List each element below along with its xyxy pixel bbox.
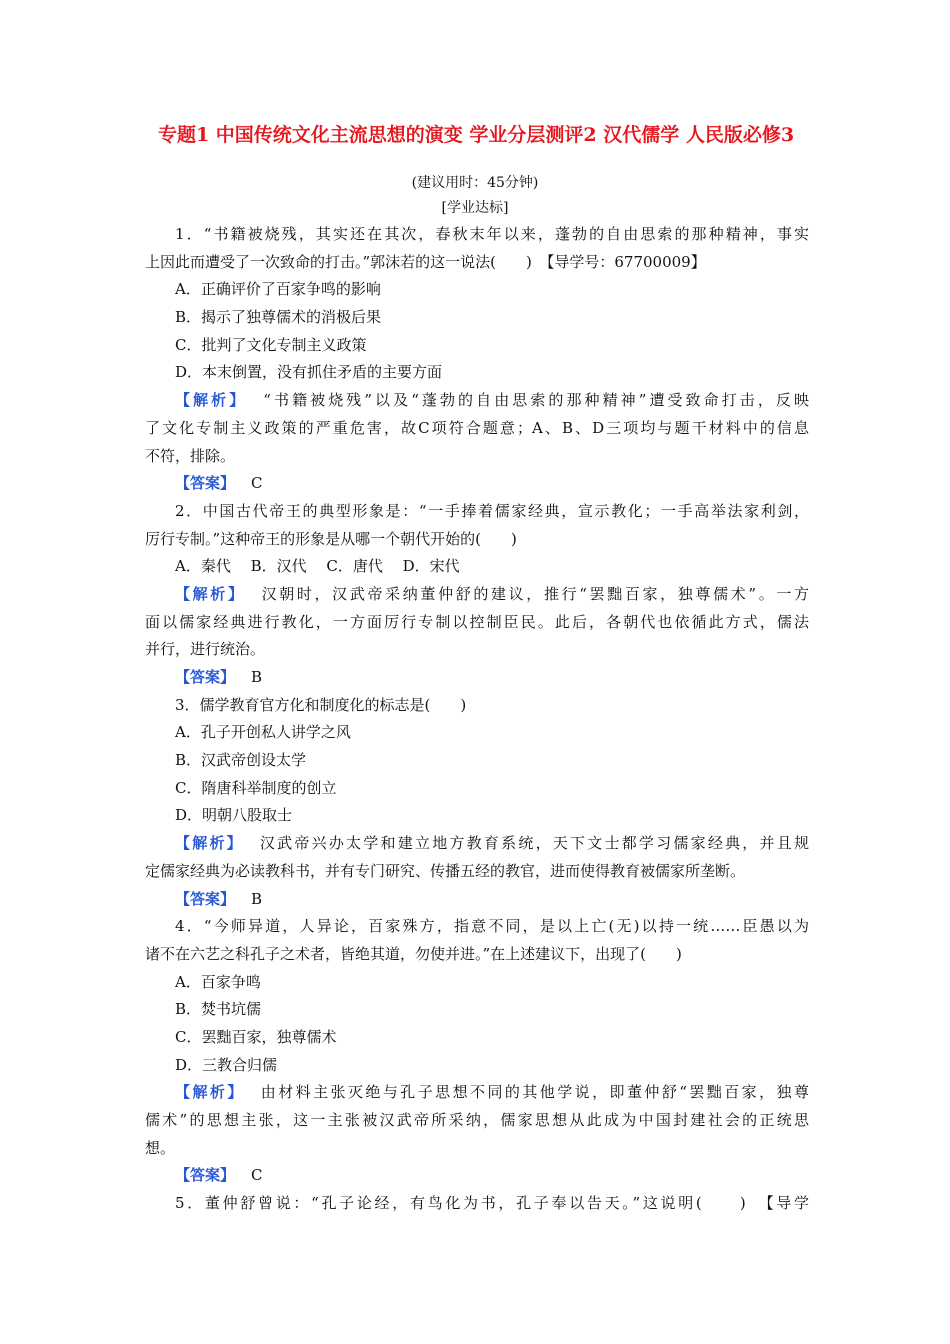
analysis-tag: 【解析】 [175,584,246,603]
option: C．罢黜百家，独尊儒术 [175,1027,337,1046]
answer-tag: 【答案】 [175,474,236,493]
analysis-line: 定儒家经典为必读教科书，并有专门研究、传播五经的教官，进而使得教育被儒家所垄断。 [145,861,746,880]
option: D．明朝八股取士 [175,806,293,825]
answer-tag: 【答案】 [175,889,236,908]
analysis-tag: 【解析】 [175,1083,245,1102]
answer-line [145,664,809,692]
analysis-line: 【解析】 汉朝时，汉武帝采纳董仲舒的建议，推行“罢黜百家，独尊儒术”。一方 [175,584,809,603]
time-suggestion: (建议用时：45分钟) [411,175,539,191]
option: A．孔子开创私人讲学之风 [175,723,351,742]
analysis-line: 并行，进行统治。 [145,640,266,659]
answer-value: C [251,1166,263,1185]
question-stem-line: 上因此而遭受了一次致命的打击。”郭沫若的这一说法( ) 【导学号：67700009】 [145,252,706,271]
analysis-line: 【解析】 由材料主张灭绝与孔子思想不同的其他学说，即董仲舒“罢黜百家，独尊 [175,1083,809,1102]
answer-tag: 【答案】 [175,668,236,686]
answer-tag: 【答案】 [175,1166,236,1185]
option: B．焚书坑儒 [175,1000,262,1019]
analysis-tag: 【解析】 [175,834,244,853]
option: B．揭示了独尊儒术的消极后果 [175,308,382,327]
option: C．隋唐科举制度的创立 [175,778,337,797]
question-list [145,221,809,1218]
option: A．百家争鸣 [175,972,261,991]
analysis-line: 想。 [145,1138,176,1157]
answer-value: C [251,474,263,493]
analysis-tag: 【解析】 [175,391,248,410]
analysis-line: 不符，排除。 [145,446,236,465]
question-stem-line: 4．“今师异道，人异论，百家殊方，指意不同，是以上亡(无)以持一统……臣愚以为 [175,917,809,936]
question-stem-line: 诸不在六艺之科孔子之术者，皆绝其道，勿使并进。”在上述建议下，出现了( ) [145,944,682,963]
answer-line [145,470,809,498]
section-heading: [学业达标] [441,200,509,216]
answer-line [145,886,809,914]
option: B．汉武帝创设太学 [175,751,307,770]
analysis-line: 面以儒家经典进行教化，一方面厉行专制以控制臣民。此后，各朝代也依循此方式，儒法 [145,612,809,631]
question-stem-line: 2．中国古代帝王的典型形象是：“一手捧着儒家经典，宣示教化；一手高举法家利剑， [175,501,809,520]
option: A．正确评价了百家争鸣的影响 [175,280,381,299]
question-stem-line: 厉行专制。”这种帝王的形象是从哪一个朝代开始的( ) [145,529,517,548]
analysis-line: 【解析】 “书籍被烧残”以及“蓬勃的自由思索的那种精神”遭受致命打击，反映 [175,391,809,410]
answer-line [145,1162,809,1190]
option: D．本末倒置，没有抓住矛盾的主要方面 [175,363,443,382]
analysis-line: 【解析】 汉武帝兴办太学和建立地方教育系统，天下文士都学习儒家经典，并且规 [175,834,809,853]
question-stem-line: 3．儒学教育官方化和制度化的标志是( ) [175,695,467,714]
question-stem-line: 5．董仲舒曾说：“孔子论经，有鸟化为书，孔子奉以告天。”这说明( ) 【导学 [175,1194,809,1213]
option: D．三教合归儒 [175,1055,278,1074]
answer-value: B [251,889,263,908]
analysis-line: 了文化专制主义政策的严重危害，故C项符合题意；A、B、D三项均与题干材料中的信息 [145,418,809,437]
option: C．批判了文化专制主义政策 [175,335,367,354]
analysis-line: 儒术”的思想主张，这一主张被汉武帝所采纳，儒家思想从此成为中国封建社会的正统思 [145,1111,809,1129]
document-title: 专题1 中国传统文化主流思想的演变 学业分层测评2 汉代儒学 人民版必修3 [157,124,795,146]
answer-value: B [251,668,263,686]
question-stem-line: 1．“书籍被烧残，其实还在其次，春秋末年以来，蓬勃的自由思索的那种精神，事实 [175,225,809,243]
option: A．秦代 B．汉代 C．唐代 D．宋代 [175,557,460,576]
